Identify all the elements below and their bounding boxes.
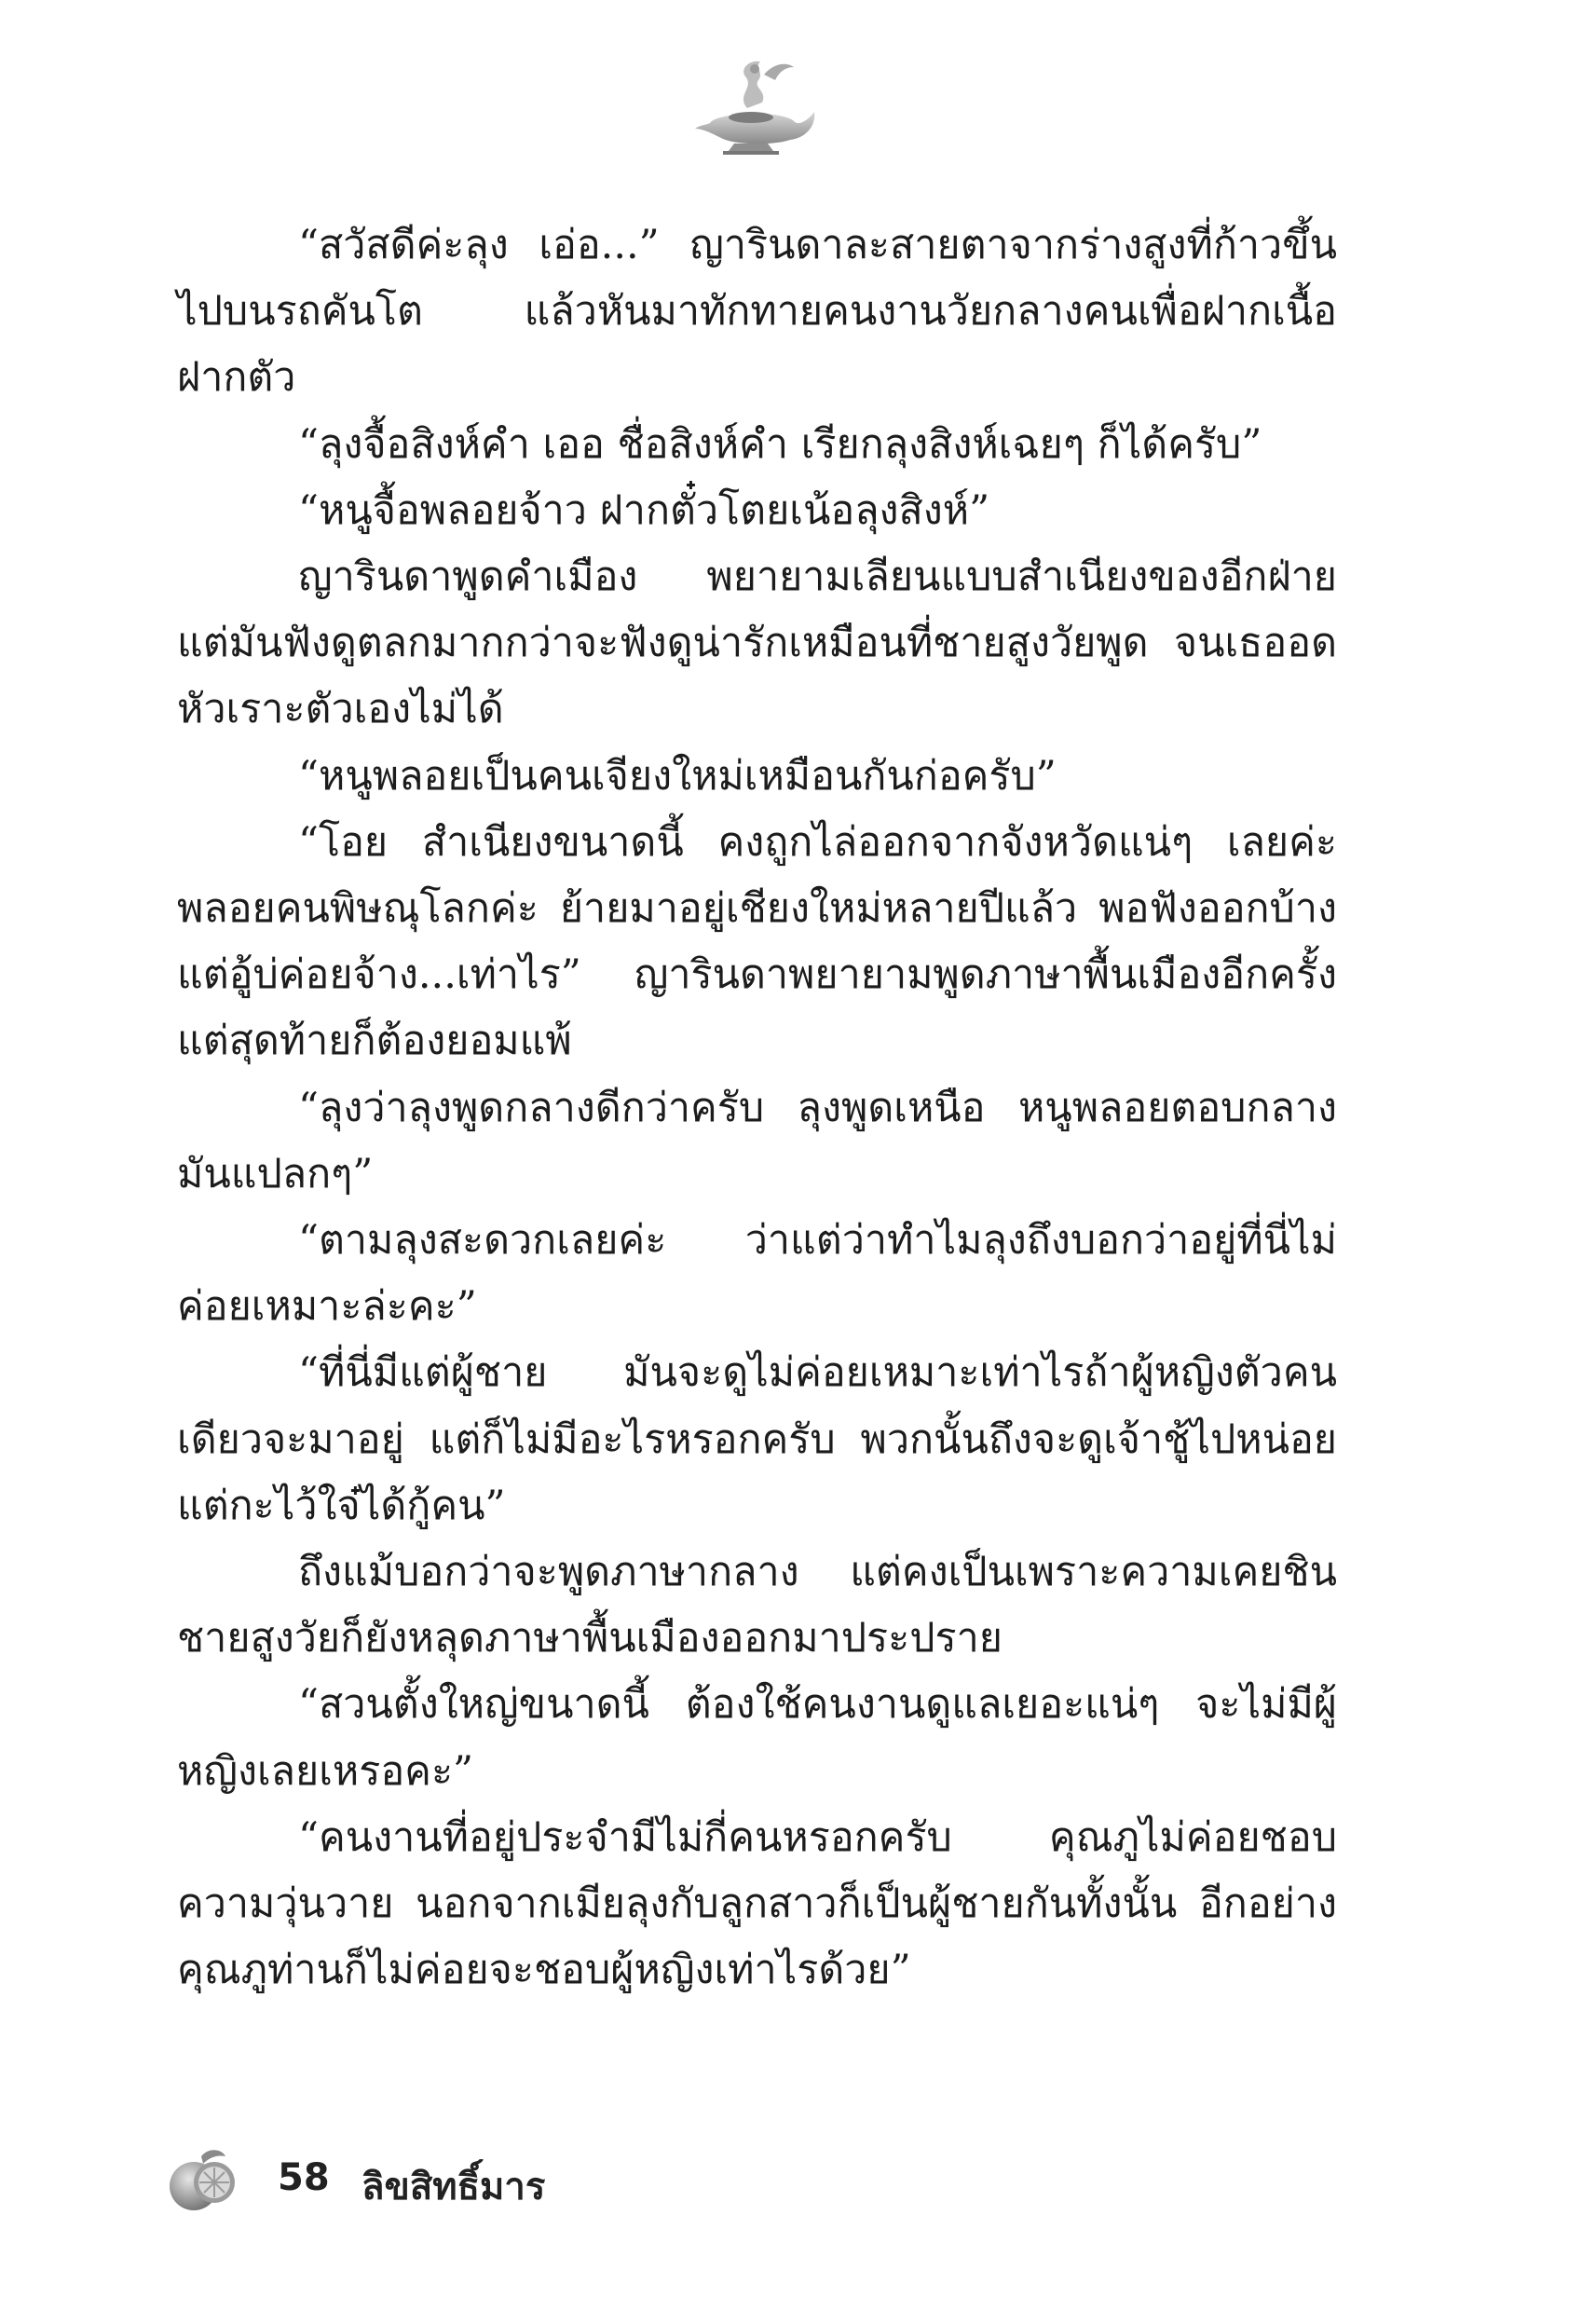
page-number: 58 [278,2156,330,2199]
paragraph: “คนงานที่อยู่ประจำมีไม่กี่คนหรอกครับ คุณภูไม่ค่อยชอบความวุ่นวาย นอกจากเมียลุงกับลูกสาวก็เป็นผู้ชายกันทั้งนั้น อีกอย่างคุณภูท่านก็ไม่ค่อยจะชอบผู้หญิงเท่าไรด้วย” [177,1813,1337,1994]
paragraph: “โอย สำเนียงขนาดนี้ คงถูกไล่ออกจากจังหวัดแน่ๆ เลยค่ะ พลอยคนพิษณุโลกค่ะ ย้ายมาอยู่เชียงใหม่หลายปีแล้ว พอฟังออกบ้าง แต่อู้บ่ค่อยจ้าง...เท่าไร” ญารินดาพยายามพูดภาษาพื้นเมืองอีกครั้ง แต่สุดท้ายก็ต้องยอมแพ้ [177,818,1337,1065]
paragraph: “หนูพลอยเป็นคนเจียงใหม่เหมือนกันก่อครับ” [298,752,1057,800]
paragraph: ถึงแม้บอกว่าจะพูดภาษากลาง แต่คงเป็นเพราะความเคยชิน ชายสูงวัยก็ยังหลุดภาษาพื้นเมืองออกมาประปราย [177,1549,1337,1662]
body-text [177,212,1337,2003]
paragraph: “ลุงจื้อสิงห์คำ เออ ชื่อสิงห์คำ เรียกลุงสิงห์เฉยๆ ก็ได้ครับ” [298,420,1262,468]
page-footer [166,2143,725,2218]
paragraph: ญารินดาพูดคำเมือง พยายามเลียนแบบสำเนียงของอีกฝ่าย แต่มันฟังดูตลกมากกว่าจะฟังดูน่ารักเหมือนที่ชายสูงวัยพูด จนเธออดหัวเราะตัวเองไม่ได้ [177,554,1337,733]
paragraph: “สวนตั้งใหญ่ขนาดนี้ ต้องใช้คนงานดูแลเยอะแน่ๆ จะไม่มีผู้หญิงเลยเหรอคะ” [177,1681,1337,1795]
genie-lamp-icon [689,54,820,157]
paragraph: “ตามลุงสะดวกเลยค่ะ ว่าแต่ว่าทำไมลุงถึงบอกว่าอยู่ที่นี่ไม่ค่อยเหมาะล่ะคะ” [177,1217,1337,1331]
book-title: ลิขสิทธิ์มาร [361,2166,546,2208]
lemon-icon [166,2143,239,2216]
paragraph: “หนูจื้อพลอยจ้าว ฝากตั๋วโตยเน้อลุงสิงห์” [298,486,990,534]
paragraph: “สวัสดีค่ะลุง เอ่อ...” ญารินดาละสายตาจากร่างสูงที่ก้าวขึ้นไปบนรถคันโต แล้วหันมาทักทายคนงานวัยกลางคนเพื่อฝากเนื้อฝากตัว [177,222,1337,402]
paragraph: “ที่นี่มีแต่ผู้ชาย มันจะดูไม่ค่อยเหมาะเท่าไรถ้าผู้หญิงตัวคนเดียวจะมาอยู่ แต่ก็ไม่มีอะไรหรอกครับ พวกนั้นถึงจะดูเจ้าชู้ไปหน่อย แต่กะไว้ใจ๋ได้กู้คน” [177,1349,1337,1529]
paragraph: “ลุงว่าลุงพูดกลางดีกว่าครับ ลุงพูดเหนือ หนูพลอยตอบกลาง มันแปลกๆ” [177,1084,1337,1197]
